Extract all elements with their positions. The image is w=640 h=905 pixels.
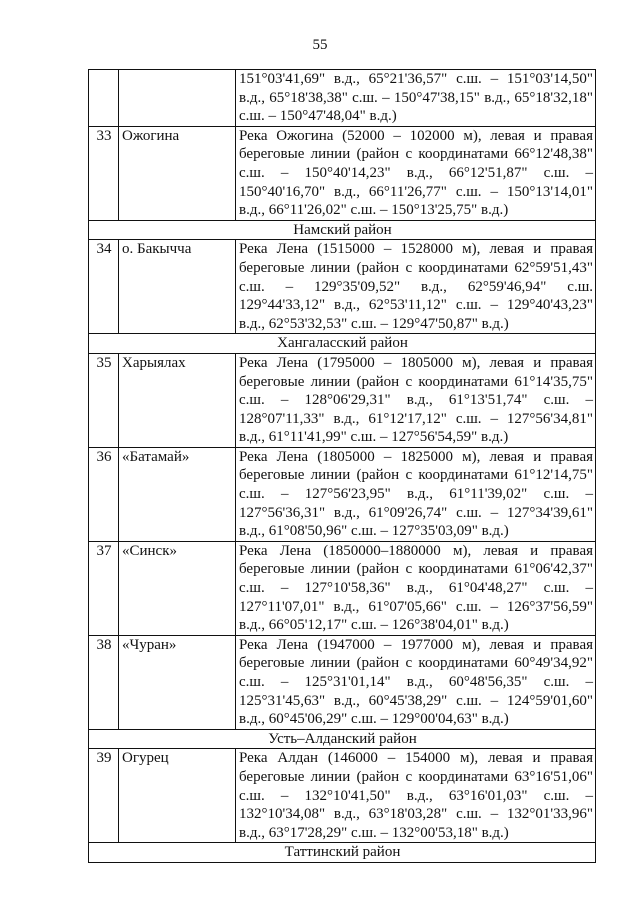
description-line: 151°03'41,69" в.д., 65°21'36,57" с.ш. – 151°03'14,50" — [239, 71, 593, 87]
description-line: в.д., 63°17'28,29" с.ш. – 132°00'53,18" в.д.) — [239, 824, 509, 841]
description-line: в.д., 66°05'12,17" с.ш. – 126°38'04,01" в.д.) — [239, 617, 509, 634]
table-row — [89, 70, 596, 127]
row-number: 39 — [89, 749, 119, 843]
site-description — [236, 353, 596, 447]
description-line: береговые линии (район с координатами 62°59'51,43" — [239, 259, 593, 276]
table-row — [89, 749, 596, 843]
table-row — [89, 353, 596, 447]
description-line: с.ш. – 132°10'41,50" в.д., 63°16'01,03" с.ш. – — [239, 787, 593, 804]
description-line: 150°40'16,70" в.д., 66°11'26,77" с.ш. – 150°13'14,01" — [239, 183, 593, 200]
site-name: «Чуран» — [119, 635, 236, 729]
row-number: 35 — [89, 353, 119, 447]
page-number: 55 — [312, 37, 328, 53]
description-line: 127°56'36,31" в.д., 61°09'26,74" с.ш. – 127°34'39,61" — [239, 504, 593, 521]
description-line: Река Лена (1805000 – 1825000 м), левая и правая — [239, 448, 593, 465]
region-row — [89, 220, 596, 240]
site-description — [236, 635, 596, 729]
site-name: «Синск» — [119, 541, 236, 635]
row-number: 34 — [89, 240, 119, 334]
table-row — [89, 240, 596, 334]
site-name: Харыялах — [119, 353, 236, 447]
description-line: 132°10'34,08" в.д., 63°18'03,28" с.ш. – 132°01'33,96" — [239, 806, 593, 823]
description-line: с.ш. – 127°56'23,95" в.д., 61°11'39,02" с.ш. – — [239, 486, 593, 503]
description-line: Река Алдан (146000 – 154000 м), левая и правая — [239, 750, 593, 767]
table-body — [89, 70, 596, 863]
description-line: в.д., 65°18'38,38" с.ш. – 150°47'38,15" в.д., 65°18'32,18" — [239, 89, 593, 106]
row-number: 36 — [89, 447, 119, 541]
region-heading: Таттинский район — [89, 843, 596, 863]
table-row — [89, 635, 596, 729]
site-description — [236, 749, 596, 843]
description-line: береговые линии (район с координатами 60°49'34,92" — [239, 655, 593, 672]
site-description — [236, 126, 596, 220]
description-line: береговые линии (район с координатами 61°14'35,75" — [239, 373, 593, 390]
region-heading: Хангаласский район — [89, 334, 596, 354]
description-line: в.д., 66°11'26,02" с.ш. – 150°13'25,75" в.д.) — [239, 202, 509, 219]
description-line: береговые линии (район с координатами 61°12'14,75" — [239, 467, 593, 484]
description-line: 127°11'07,01" в.д., 61°07'05,66" с.ш. – 126°37'56,59" — [239, 598, 593, 615]
row-number: 33 — [89, 126, 119, 220]
description-line: Река Лена (1795000 – 1805000 м), левая и правая — [239, 354, 593, 371]
description-line: с.ш. – 150°40'14,23" в.д., 66°12'51,87" с.ш. – — [239, 164, 593, 181]
site-name: о. Бакычча — [119, 240, 236, 334]
description-line: береговые линии (район с координатами 66°12'48,38" — [239, 146, 593, 163]
description-line: с.ш. – 128°06'29,31" в.д., 61°13'51,74" с.ш. – — [239, 392, 593, 409]
description-line: Река Ожогина (52000 – 102000 м), левая и правая — [239, 127, 593, 144]
regions-table — [88, 69, 596, 863]
region-heading: Намский район — [89, 220, 596, 240]
description-line: 129°44'33,12" в.д., 62°53'11,12" с.ш. – 129°40'43,23" — [239, 297, 593, 314]
region-row — [89, 843, 596, 863]
description-line: береговые линии (район с координатами 63°16'51,06" — [239, 768, 593, 785]
description-line: Река Лена (1947000 – 1977000 м), левая и правая — [239, 636, 593, 653]
row-number: 37 — [89, 541, 119, 635]
region-row — [89, 334, 596, 354]
site-description — [236, 541, 596, 635]
site-name: Ожогина — [119, 126, 236, 220]
region-row — [89, 729, 596, 749]
description-line: с.ш. – 150°47'48,04" в.д.) — [239, 108, 397, 125]
description-line: с.ш. – 129°35'09,52" в.д., 62°59'46,94" с.ш. — [239, 278, 593, 295]
description-line: в.д., 61°11'41,99" с.ш. – 127°56'54,59" в.д.) — [239, 429, 509, 446]
site-name: Огурец — [119, 749, 236, 843]
description-line: 128°07'11,33" в.д., 61°12'17,12" с.ш. – 127°56'34,81" — [239, 410, 593, 427]
site-description — [236, 70, 596, 127]
description-line: Река Лена (1850000–1880000 м), левая и правая — [239, 542, 593, 559]
table-row — [89, 541, 596, 635]
description-line: Река Лена (1515000 – 1528000 м), левая и правая — [239, 241, 593, 258]
site-description — [236, 447, 596, 541]
table-row — [89, 126, 596, 220]
description-line: с.ш. – 125°31'01,14" в.д., 60°48'56,35" с.ш. – — [239, 674, 593, 690]
description-line: с.ш. – 127°10'58,36" в.д., 61°04'48,27" с.ш. – — [239, 580, 593, 597]
table-row — [89, 447, 596, 541]
description-line: береговые линии (район с координатами 61°06'42,37" — [239, 561, 593, 578]
row-number — [89, 70, 119, 127]
description-line: в.д., 60°45'06,29" с.ш. – 129°00'04,63" в.д.) — [239, 711, 509, 728]
site-description — [236, 240, 596, 334]
site-name — [119, 70, 236, 127]
site-name: «Батамай» — [119, 447, 236, 541]
description-line: в.д., 61°08'50,96" с.ш. – 127°35'03,09" в.д.) — [239, 523, 509, 540]
description-line: 125°31'45,63" в.д., 60°45'38,29" с.ш. – 124°59'01,60" — [239, 692, 593, 709]
region-heading: Усть–Алданский район — [89, 729, 596, 749]
row-number: 38 — [89, 635, 119, 729]
description-line: в.д., 62°53'32,53" с.ш. – 129°47'50,87" в.д.) — [239, 315, 509, 332]
